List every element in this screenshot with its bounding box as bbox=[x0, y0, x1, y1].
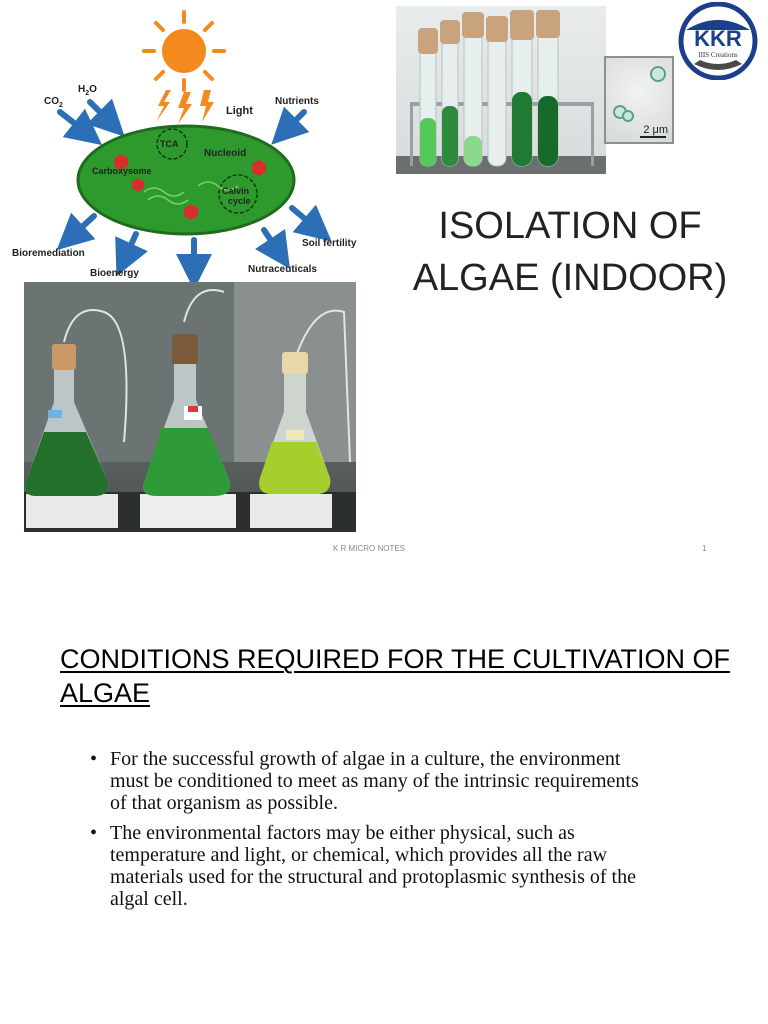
bullet-item bbox=[90, 748, 660, 814]
slide-2-title: CONDITIONS REQUIRED FOR THE CULTIVATION OF ALGAE bbox=[60, 644, 731, 708]
slide-1-title: ISOLATION OF ALGAE (INDOOR) bbox=[412, 205, 728, 299]
slide-1-page-number: 1 bbox=[702, 544, 707, 553]
bullet-item bbox=[90, 822, 660, 910]
kkr-logo bbox=[676, 2, 760, 80]
scale-bar bbox=[640, 136, 666, 138]
micrograph-inset bbox=[604, 56, 674, 144]
light-label: Light bbox=[226, 105, 253, 117]
bullet-list bbox=[90, 748, 660, 918]
logo-subtext: IIIS Creations bbox=[698, 51, 738, 59]
soil-fertility-label: Soil fertility bbox=[302, 238, 357, 249]
nutrients-arrow bbox=[284, 112, 304, 132]
calvin-label-1: Calvin bbox=[222, 186, 250, 196]
carboxysome-label: Carboxysome bbox=[92, 166, 152, 176]
sun-icon bbox=[144, 12, 224, 90]
culture-flasks-photo bbox=[24, 282, 356, 532]
test-tubes-photo bbox=[396, 6, 606, 174]
slide-1-footer: K R MICRO NOTES bbox=[333, 544, 406, 553]
soil-fertility-arrow bbox=[292, 208, 318, 230]
logo-text: KKR bbox=[694, 26, 742, 51]
bioenergy-label: Bioenergy bbox=[90, 268, 139, 279]
co2-label: $CO_2$ bbox=[44, 96, 63, 109]
nucleoid-label: Nucleoid bbox=[204, 148, 247, 159]
bioenergy-arrow bbox=[124, 234, 136, 260]
bioremediation-arrow bbox=[70, 216, 94, 238]
light-rays-icon bbox=[156, 90, 214, 124]
co2-arrow bbox=[60, 112, 88, 134]
algae-cell bbox=[78, 126, 294, 234]
cyanobacteria-diagram bbox=[8, 8, 378, 288]
calvin-label-2: cycle bbox=[228, 196, 251, 206]
bullet-text: The environmental factors may be either physical, such as temperature and light, or chemical, which provides all the raw materials used for the structural and protoplasmic synthesis of the algal cell. bbox=[110, 822, 636, 910]
nutrients-label: Nutrients bbox=[275, 96, 319, 107]
scale-label: 2 μm bbox=[643, 124, 668, 136]
nutraceuticals-arrow bbox=[264, 230, 280, 254]
bullet-text: For the successful growth of algae in a culture, the environment must be conditioned to meet as many of the intrinsic requirements of that organism as possible. bbox=[110, 748, 639, 814]
slide-2 bbox=[0, 580, 768, 1024]
bullet-marker: • bbox=[90, 822, 98, 844]
tca-label: TCA bbox=[160, 139, 179, 149]
h2o-arrow bbox=[90, 102, 112, 124]
bullet-marker: • bbox=[90, 748, 98, 770]
bioremediation-label: Bioremediation bbox=[12, 248, 85, 259]
nutraceuticals-label: Nutraceuticals bbox=[248, 264, 317, 275]
h2o-label: $H_2O$ bbox=[78, 84, 97, 97]
